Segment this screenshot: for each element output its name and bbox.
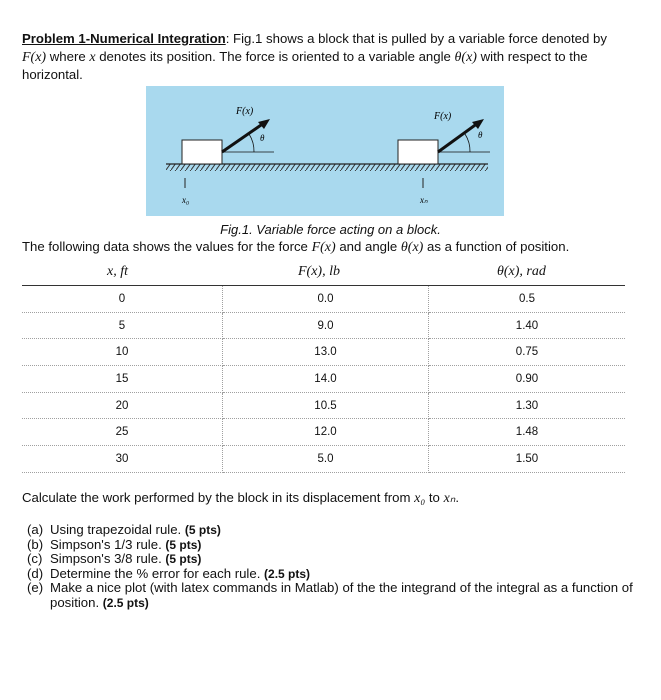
table-row bbox=[22, 339, 625, 366]
item-text: Make a nice plot (with latex commands in Matlab) of the the integrand of the integral as a function of position. bbox=[50, 580, 633, 610]
cell-position: 15 bbox=[22, 366, 223, 393]
list-item bbox=[22, 538, 642, 553]
cell-position: 25 bbox=[22, 419, 223, 446]
cell-force: 14.0 bbox=[223, 366, 429, 393]
item-label: (c) bbox=[27, 551, 43, 567]
calc-prompt bbox=[22, 490, 459, 507]
cell-angle: 0.5 bbox=[429, 286, 626, 313]
cell-position: 20 bbox=[22, 392, 223, 419]
angle-label-2: θ bbox=[478, 130, 483, 140]
item-label: (e) bbox=[27, 580, 44, 596]
item-points: (5 pts) bbox=[165, 552, 202, 567]
ground-hatch bbox=[166, 164, 488, 171]
figure-block-force bbox=[146, 86, 504, 216]
figure-diagram bbox=[146, 86, 504, 216]
block-1 bbox=[182, 140, 222, 164]
table-row bbox=[22, 392, 625, 419]
data-intro-b: and angle bbox=[335, 239, 401, 254]
item-body bbox=[50, 567, 310, 582]
cell-angle: 0.90 bbox=[429, 366, 626, 393]
table-row bbox=[22, 312, 625, 339]
header-angle: θ(x), rad bbox=[497, 264, 546, 279]
cell-position: 30 bbox=[22, 446, 223, 473]
cell-angle: 1.30 bbox=[429, 392, 626, 419]
calc-xn: xₙ bbox=[443, 491, 456, 506]
x0-label: x₀ bbox=[182, 195, 190, 205]
header-position: x, ft bbox=[107, 264, 128, 279]
figure-caption: Fig.1. Variable force acting on a block. bbox=[220, 222, 441, 237]
item-label: (d) bbox=[27, 565, 44, 581]
item-text: Using trapezoidal rule. bbox=[50, 522, 185, 537]
item-text: Simpson's 1/3 rule. bbox=[50, 536, 166, 552]
item-text: Simpson's 3/8 rule. bbox=[50, 551, 166, 567]
data-angle-symbol: θ(x) bbox=[400, 240, 424, 255]
data-table bbox=[22, 285, 625, 473]
xn-label: xₙ bbox=[420, 195, 428, 205]
item-body bbox=[50, 552, 201, 567]
list-item bbox=[22, 552, 642, 567]
cell-angle: 1.48 bbox=[429, 419, 626, 446]
list-item bbox=[22, 567, 642, 582]
angle-arc-2 bbox=[465, 134, 470, 152]
item-body bbox=[50, 538, 201, 553]
item-label: (a) bbox=[27, 522, 44, 537]
cell-force: 10.5 bbox=[223, 392, 429, 419]
cell-position: 10 bbox=[22, 339, 223, 366]
table-row bbox=[22, 419, 625, 446]
angle-symbol: θ(x) bbox=[454, 49, 477, 65]
force-arrow-1 bbox=[222, 123, 264, 152]
angle-arc-1 bbox=[249, 134, 254, 152]
block-2 bbox=[398, 140, 438, 164]
force-symbol: F(x) bbox=[22, 49, 47, 65]
item-points: (5 pts) bbox=[165, 537, 202, 552]
data-intro-c: as a function of position. bbox=[423, 239, 570, 254]
force-label-2: F(x) bbox=[434, 111, 452, 122]
table-row bbox=[22, 446, 625, 473]
item-points: (2.5 pts) bbox=[264, 566, 311, 581]
cell-angle: 1.40 bbox=[429, 312, 626, 339]
cell-force: 5.0 bbox=[223, 446, 429, 473]
table-row bbox=[22, 366, 625, 393]
calc-x0: x₀ bbox=[414, 491, 426, 506]
item-text: Determine the % error for each rule. bbox=[50, 565, 265, 581]
cell-position: 5 bbox=[22, 312, 223, 339]
cell-force: 13.0 bbox=[223, 339, 429, 366]
data-intro-a: The following data shows the values for the force bbox=[22, 239, 312, 254]
cell-angle: 1.50 bbox=[429, 446, 626, 473]
intro-text-b: where bbox=[46, 48, 90, 64]
item-points: (2.5 pts) bbox=[102, 595, 149, 610]
force-arrow-2 bbox=[438, 123, 478, 152]
cell-position: 0 bbox=[22, 286, 223, 313]
task-list bbox=[22, 523, 642, 611]
intro-text-a: : Fig.1 shows a block that is pulled by a variable force denoted by bbox=[225, 31, 607, 46]
item-label: (b) bbox=[27, 536, 44, 552]
force-label-1: F(x) bbox=[236, 106, 254, 117]
problem-statement bbox=[22, 30, 632, 84]
cell-force: 9.0 bbox=[223, 312, 429, 339]
intro-text-c: denotes its position. The force is oriented to a variable angle bbox=[95, 48, 455, 64]
problem-title: Problem 1-Numerical Integration bbox=[22, 31, 226, 46]
table-row bbox=[22, 286, 625, 313]
item-body bbox=[50, 581, 642, 610]
data-force-symbol: F(x) bbox=[311, 240, 336, 255]
cell-force: 0.0 bbox=[223, 286, 429, 313]
cell-force: 12.0 bbox=[223, 419, 429, 446]
cell-angle: 0.75 bbox=[429, 339, 626, 366]
list-item bbox=[22, 581, 642, 610]
calc-text: Calculate the work performed by the block in its displacement from bbox=[22, 490, 415, 505]
calc-end: . bbox=[455, 490, 460, 505]
calc-to: to bbox=[425, 490, 444, 505]
angle-label-1: θ bbox=[260, 133, 265, 143]
header-force: F(x), lb bbox=[298, 264, 340, 279]
list-item bbox=[22, 523, 642, 538]
item-body bbox=[50, 523, 221, 538]
data-intro bbox=[22, 239, 652, 256]
item-points: (5 pts) bbox=[184, 523, 221, 537]
position-symbol: x bbox=[89, 49, 96, 65]
intro-text-d: with respect to the horizontal. bbox=[22, 48, 588, 82]
